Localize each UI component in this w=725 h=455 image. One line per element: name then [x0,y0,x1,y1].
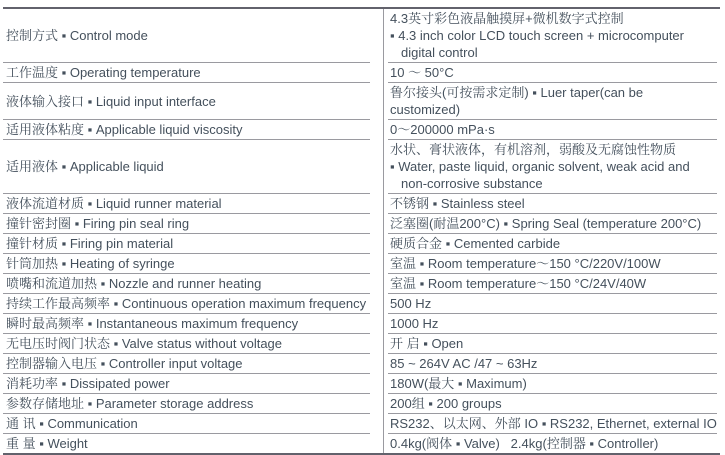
spec-value-wrap [383,334,720,354]
spec-value-wrap [383,434,720,453]
spec-label-cell [3,414,370,434]
separator-gap [370,294,383,314]
spec-value-line: ▪ Water, paste liquid, organic solvent, weak acid and non-corrosive substance [390,159,694,191]
separator-gap [370,374,383,394]
spec-value-line: 室温 ▪ Room temperature～150 °C/220V/100W [390,256,661,271]
separator-gap [370,434,383,453]
spec-value-wrap [383,83,720,120]
spec-value-wrap [383,9,720,63]
spec-value-cell [388,194,717,214]
spec-label-cell [3,374,370,394]
spec-label: 消耗功率 ▪ Dissipated power [6,376,170,391]
spec-value-line: 0.4kg(阀体 ▪ Valve) 2.4kg(控制器 ▪ Controller) [390,436,659,451]
spec-value-line: 水状、膏状液体，有机溶剂，弱酸及无腐蚀性物质 [390,142,677,157]
separator-gap [370,83,383,120]
spec-value-line: 开 启 ▪ Open [390,336,464,351]
spec-row [3,120,720,140]
spec-row [3,274,720,294]
spec-label: 液体流道材质 ▪ Liquid runner material [6,196,222,211]
spec-row [3,294,720,314]
spec-value-cell [388,334,717,354]
spec-value-wrap [383,140,720,194]
separator-gap [370,334,383,354]
separator-gap [370,394,383,414]
spec-row [3,354,720,374]
spec-value-line: 泛塞圈(耐温200°C) ▪ Spring Seal (temperature 200°C) [390,216,702,231]
spec-value-line: 鲁尔接头(可按需求定制) ▪ Luer taper(can be customized) [390,85,651,117]
spec-label-cell [3,140,370,194]
spec-value-cell [388,63,717,83]
separator-gap [370,140,383,194]
spec-value-line: 500 Hz [390,296,432,311]
spec-label: 液体输入接口 ▪ Liquid input interface [6,93,216,109]
spec-label: 撞针材质 ▪ Firing pin material [6,236,174,251]
spec-value-wrap [383,394,720,414]
spec-value-line: 硬质合金 ▪ Cemented carbide [390,236,561,251]
spec-row [3,83,720,120]
spec-row [3,9,720,63]
spec-row [3,314,720,334]
spec-row [3,214,720,234]
spec-value-wrap [383,120,720,140]
separator-gap [370,214,383,234]
spec-value-wrap [383,294,720,314]
spec-label-cell [3,434,370,453]
spec-label-cell [3,314,370,334]
separator-gap [370,274,383,294]
spec-value-wrap [383,63,720,83]
spec-label: 适用液体粘度 ▪ Applicable liquid viscosity [6,122,243,137]
spec-value-line: 1000 Hz [390,316,439,331]
spec-value-wrap [383,234,720,254]
spec-label-cell [3,294,370,314]
spec-value-cell [388,394,717,414]
separator-gap [370,314,383,334]
spec-label-cell [3,9,370,63]
spec-value-wrap [383,254,720,274]
separator-gap [370,120,383,140]
spec-value-line: 0～200000 mPa·s [390,122,495,137]
spec-label-cell [3,194,370,214]
separator-gap [370,254,383,274]
spec-value-cell [388,120,717,140]
spec-label-cell [3,334,370,354]
spec-label: 参数存储地址 ▪ Parameter storage address [6,396,254,411]
spec-value-cell [388,140,717,194]
separator-gap [370,194,383,214]
spec-label: 针筒加热 ▪ Heating of syringe [6,256,175,271]
separator-gap [370,63,383,83]
spec-label-cell [3,120,370,140]
spec-value-cell [388,374,717,394]
spec-label-cell [3,354,370,374]
spec-value-line: 10 ～ 50°C [390,65,454,80]
spec-value-cell [388,234,717,254]
spec-row [3,334,720,354]
separator-gap [370,354,383,374]
spec-row [3,394,720,414]
spec-value-wrap [383,314,720,334]
spec-label-cell [3,63,370,83]
spec-label-cell [3,214,370,234]
spec-label-cell [3,83,370,120]
spec-value-wrap [383,214,720,234]
spec-value-cell [388,83,717,120]
spec-row [3,63,720,83]
separator-gap [370,414,383,434]
spec-value-line: 85 ~ 264V AC /47 ~ 63Hz [390,356,538,371]
spec-value-cell [388,294,717,314]
product-specification-table [3,7,720,455]
spec-value-line: RS232、以太网、外部 IO ▪ RS232, Ethernet, external IO [390,416,717,431]
separator-gap [370,9,383,63]
spec-label: 无电压时阀门状态 ▪ Valve status without voltage [6,336,283,351]
spec-value-wrap [383,194,720,214]
spec-row [3,414,720,434]
spec-row [3,254,720,274]
spec-label: 瞬时最高频率 ▪ Instantaneous maximum frequency [6,316,299,331]
spec-label: 喷嘴和流道加热 ▪ Nozzle and runner heating [6,276,262,291]
spec-value-cell [388,214,717,234]
spec-value-line: 200组 ▪ 200 groups [390,396,502,411]
spec-value-line: ▪ 4.3 inch color LCD touch screen + microcomputer digital control [390,28,688,60]
spec-value-line: 室温 ▪ Room temperature～150 °C/24V/40W [390,276,647,291]
spec-label: 通 讯 ▪ Communication [6,416,138,431]
spec-label: 工作温度 ▪ Operating temperature [6,65,201,80]
spec-value-cell [388,434,717,453]
spec-label-cell [3,254,370,274]
spec-value-wrap [383,354,720,374]
spec-label: 适用液体 ▪ Applicable liquid [6,159,164,174]
spec-value-cell [388,9,717,63]
spec-row [3,374,720,394]
spec-value-wrap [383,374,720,394]
spec-row [3,140,720,194]
spec-value-cell [388,274,717,294]
spec-row [3,194,720,214]
spec-label-cell [3,394,370,414]
spec-value-cell [388,254,717,274]
spec-row [3,434,720,453]
spec-label: 控制方式 ▪ Control mode [6,28,148,43]
spec-value-line: 180W(最大 ▪ Maximum) [390,376,527,391]
spec-value-cell [388,354,717,374]
spec-value-wrap [383,274,720,294]
spec-value-wrap [383,414,720,434]
spec-label-cell [3,274,370,294]
spec-value-cell [388,414,717,434]
spec-label: 控制器输入电压 ▪ Controller input voltage [6,356,243,371]
spec-label: 持续工作最高频率 ▪ Continuous operation maximum frequency [6,296,367,311]
spec-label: 重 量 ▪ Weight [6,436,88,451]
spec-value-line: 不锈钢 ▪ Stainless steel [390,196,525,211]
spec-label-cell [3,234,370,254]
spec-row [3,234,720,254]
spec-value-cell [388,314,717,334]
spec-value-line: 4.3英寸彩色液晶触摸屏+微机数字式控制 [390,11,624,26]
spec-label: 撞针密封圈 ▪ Firing pin seal ring [6,216,190,231]
separator-gap [370,234,383,254]
